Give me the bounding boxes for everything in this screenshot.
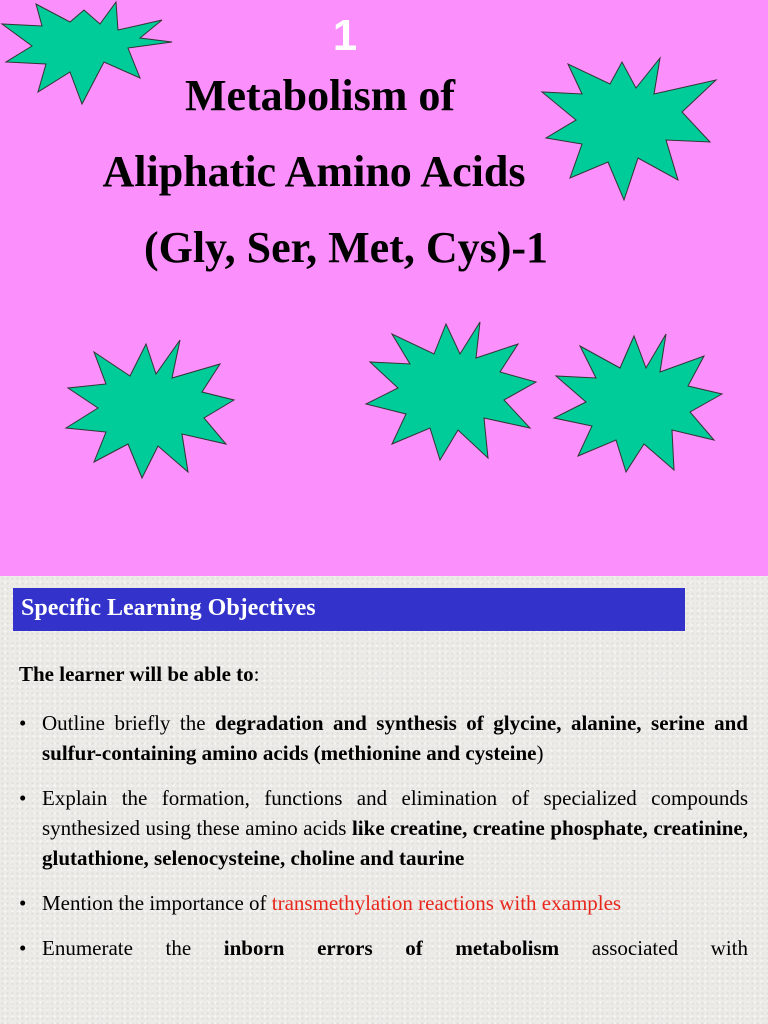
- objective-bold-text: inborn errors of metabolism: [223, 936, 560, 960]
- objective-text: ): [536, 741, 544, 765]
- objective-text: Enumerate the: [42, 936, 224, 960]
- objective-item: [19, 708, 748, 768]
- title-line-3: (Gly, Ser, Met, Cys)-1: [143, 223, 549, 272]
- decorative-star-icon: [62, 338, 238, 480]
- objective-text: associated with: [559, 936, 748, 960]
- objective-bold-text: like creatine, creatine phosphate, creatinine, glutathione, selenocysteine, choline and taurine: [42, 816, 748, 870]
- objective-text: Explain the formation, functions and elimination of specialized compounds synthesized using these amino acids: [42, 786, 748, 840]
- objective-text: Mention the importance of: [42, 891, 272, 915]
- title-line-1: Metabolism of: [184, 71, 456, 120]
- intro-bold: The learner will be able to: [19, 662, 254, 686]
- objective-highlight-text: transmethylation reactions with examples: [271, 891, 622, 915]
- objectives-list: [19, 708, 748, 978]
- slide-number: 1: [332, 11, 358, 60]
- objective-item: [19, 888, 748, 918]
- objectives-header: Specific Learning Objectives: [21, 595, 316, 621]
- intro-text: [19, 664, 260, 685]
- decorative-star-icon: [364, 320, 540, 462]
- title-line-2: Aliphatic Amino Acids: [102, 147, 526, 196]
- objective-item: [19, 783, 748, 873]
- objective-bold-text: degradation and synthesis of glycine, alanine, serine and sulfur-containing amino acids (methionine and cysteine: [42, 711, 748, 765]
- objectives-slide: [0, 576, 768, 1024]
- objective-text: Outline briefly the: [42, 711, 216, 735]
- intro-colon: :: [253, 662, 260, 686]
- objective-item: [19, 933, 748, 963]
- decorative-star-icon: [550, 332, 726, 474]
- objectives-header-bar: [13, 588, 685, 631]
